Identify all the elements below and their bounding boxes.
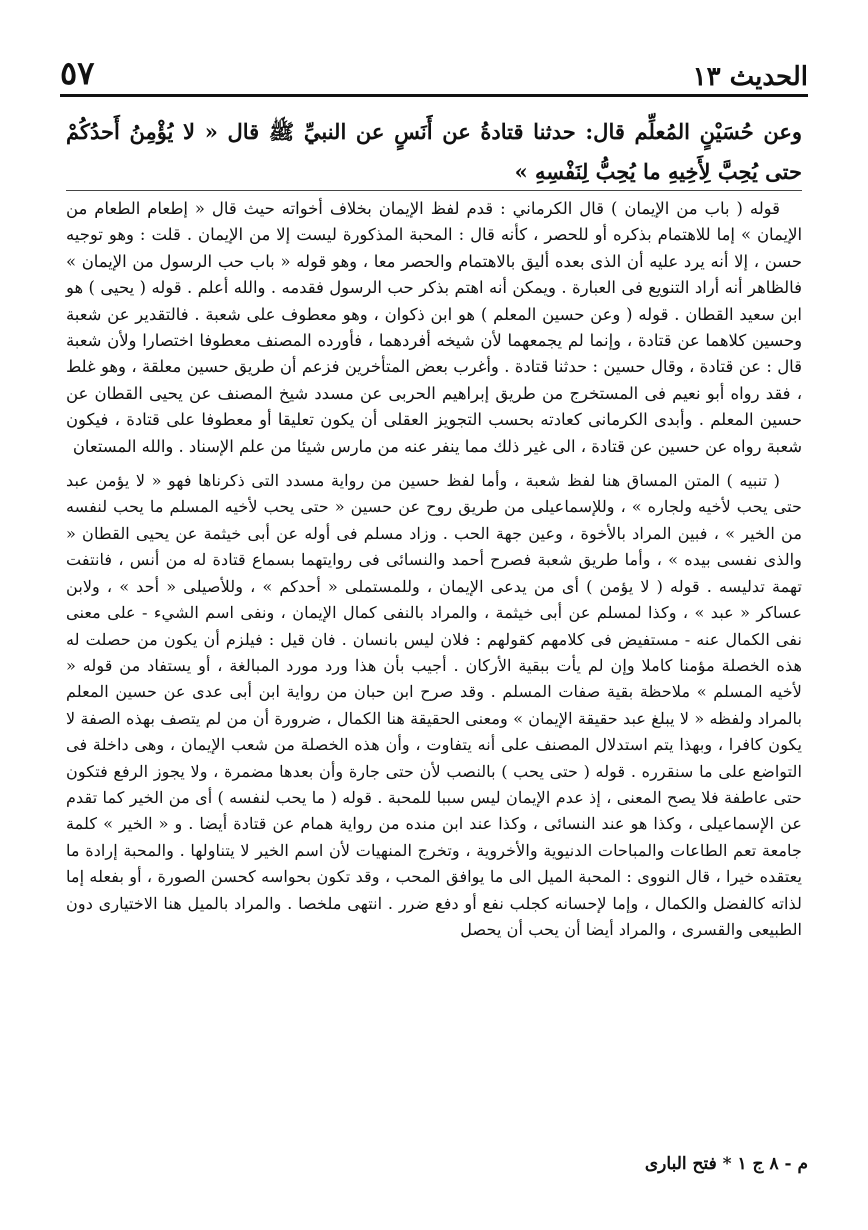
page-footer: م - ٨ ج ١ * فتح البارى — [644, 1154, 808, 1174]
commentary-paragraph: ( تنبيه ) المتن المساق هنا لفظ شعبة ، وأما لفظ حسين من رواية مسدد التى ذكرناها فهو « لا يؤمن عبد حتى يحب لأخيه ولجاره » ، وللإسماعيلى من طريق روح عن حسين « حتى يحب لأخيه المسلم ما يحب لنفسه من الخير » ، فبين المراد بالأخوة ، وعين جهة الحب . وزاد مسلم فى أوله عن أبى خيثمة عن يحيى القطان « والذى نفسى بيده » ، وأما طريق شعبة فصرح أحمد والنسائى فى روايتهما بسماع قتادة له من أنس ، فانتفت تهمة تدليسه . قوله ( لا يؤمن ) أى من يدعى الإيمان ، وللمستملى « أحدكم » ، وللأصيلى « أحد » ، ولابن عساكر « عبد » ، وكذا لمسلم عن أبى خيثمة ، والمراد بالنفى كمال الإيمان ، ونفى اسم الشيء - على معنى نفى الكمال عنه - مستفيض فى كلامهم كقولهم : فلان ليس بانسان . فان قيل : فيلزم أن يكون من حصلت له هذه الخصلة مؤمنا كاملا وإن لم يأت ببقية الأركان . أجيب بأن هذا ورد مورد المبالغة ، أو يستفاد من قوله « لأخيه المسلم » ملاحظة بقية صفات المسلم . وقد صرح ابن حبان من رواية ابن أبى عدى عن حسين المعلم بالمراد ولفظه « لا يبلغ عبد حقيقة الإيمان » ومعنى الحقيقة هنا الكمال ، ضرورة أن من لم يتصف بهذه الصفة لا يكون كافرا ، وبهذا يتم استدلال المصنف على أنه يتفاوت ، وأن هذه الخصلة من شعب الإيمان ، وهى داخلة فى التواضع على ما سنقرره . قوله ( حتى يحب ) بالنصب لأن حتى جارة وأن بعدها مضمرة ، ولا يجوز الرفع فتكون حتى عاطفة فلا يصح المعنى ، إذ عدم الإيمان ليس سببا للمحبة . قوله ( ما يحب لنفسه ) أى من الخير كما تقدم عن الإسماعيلى ، وكذا هو عند النسائى ، وكذا عند ابن منده من رواية همام عن قتادة أيضا . و « الخير » كلمة جامعة تعم الطاعات والمباحات الدنيوية والأخروية ، وتخرج المنهيات لأن اسم الخير لا يتناولها . والمحبة إرادة ما يعتقده خيرا ، قال النووى : المحبة الميل الى ما يوافق المحب ، وقد تكون بحواسه كحسن الصورة ، أو بفعله إما لذاته كالفضل والكمال ، وإما لإحسانه كجلب نفع أو دفع ضرر . انتهى ملخصا . والمراد بالميل هنا الاختيارى دون الطبيعى والقسرى ، والمراد أيضا أن يحب أن يحصل — [66, 471, 802, 939]
header-rule — [60, 94, 808, 97]
commentary-body — [66, 196, 802, 951]
commentary-paragraph: قوله ( باب من الإيمان ) قال الكرماني : قدم لفظ الإيمان بخلاف أخواته حيث قال « إطعام الطعام من الإيمان » إما للاهتمام بذكره أو للحصر ، كأنه قال : المحبة المذكورة ليست إلا من الإيمان . قلت : وهو توجيه حسن ، إلا أنه يرد عليه أن الذى بعده أليق بالاهتمام والحصر معا ، وهو قوله « باب حب الرسول من الإيمان » فالظاهر أنه أراد التنويع فى العبارة . ويمكن أنه اهتم بذكر حب الرسول فقدمه . والله أعلم . قوله ( يحيى ) هو ابن سعيد القطان . قوله ( وعن حسين المعلم ) هو ابن ذكوان ، وهو معطوف على شعبة . فالتقدير عن شعبة وحسين كلاهما عن قتادة ، وإنما لم يجمعهما لأن شيخه أفردهما ، فأورده المصنف معطوفا اختصارا ولأن شعبة قال : عن قتادة ، وقال حسين : حدثنا قتادة . وأغرب بعض المتأخرين فزعم أن طريق حسين معلقة ، وهو غلط ، فقد رواه أبو نعيم فى المستخرج من طريق إبراهيم الحربى عن مسدد شيخ المصنف عن يحيى القطان عن حسين المعلم . وأبدى الكرمانى كعادته بحسب التجويز العقلى أن يكون تعليقا أو معطوفا على قتادة ، فيكون شعبة رواه عن حسين عن قتادة ، الى غير ذلك مما ينفر عنه من مارس شيئا من علم الإسناد . والله المستعان — [66, 199, 802, 456]
section-divider — [66, 190, 802, 191]
page-number: ٥٧ — [60, 54, 95, 92]
hadith-text: وعن حُسَيْنٍ المُعلِّم قال: حدثنا قتادةُ عن أَنَسٍ عن النبيِّ ﷺ قال « لا يُؤْمِنُ أَحدُكُمْ حتى يُحِبَّ لِأَخِيهِ ما يُحِبُّ لِنَفْسِهِ » — [66, 119, 802, 184]
running-header — [60, 52, 808, 92]
chapter-heading: الحديث ١٣ — [692, 62, 808, 92]
